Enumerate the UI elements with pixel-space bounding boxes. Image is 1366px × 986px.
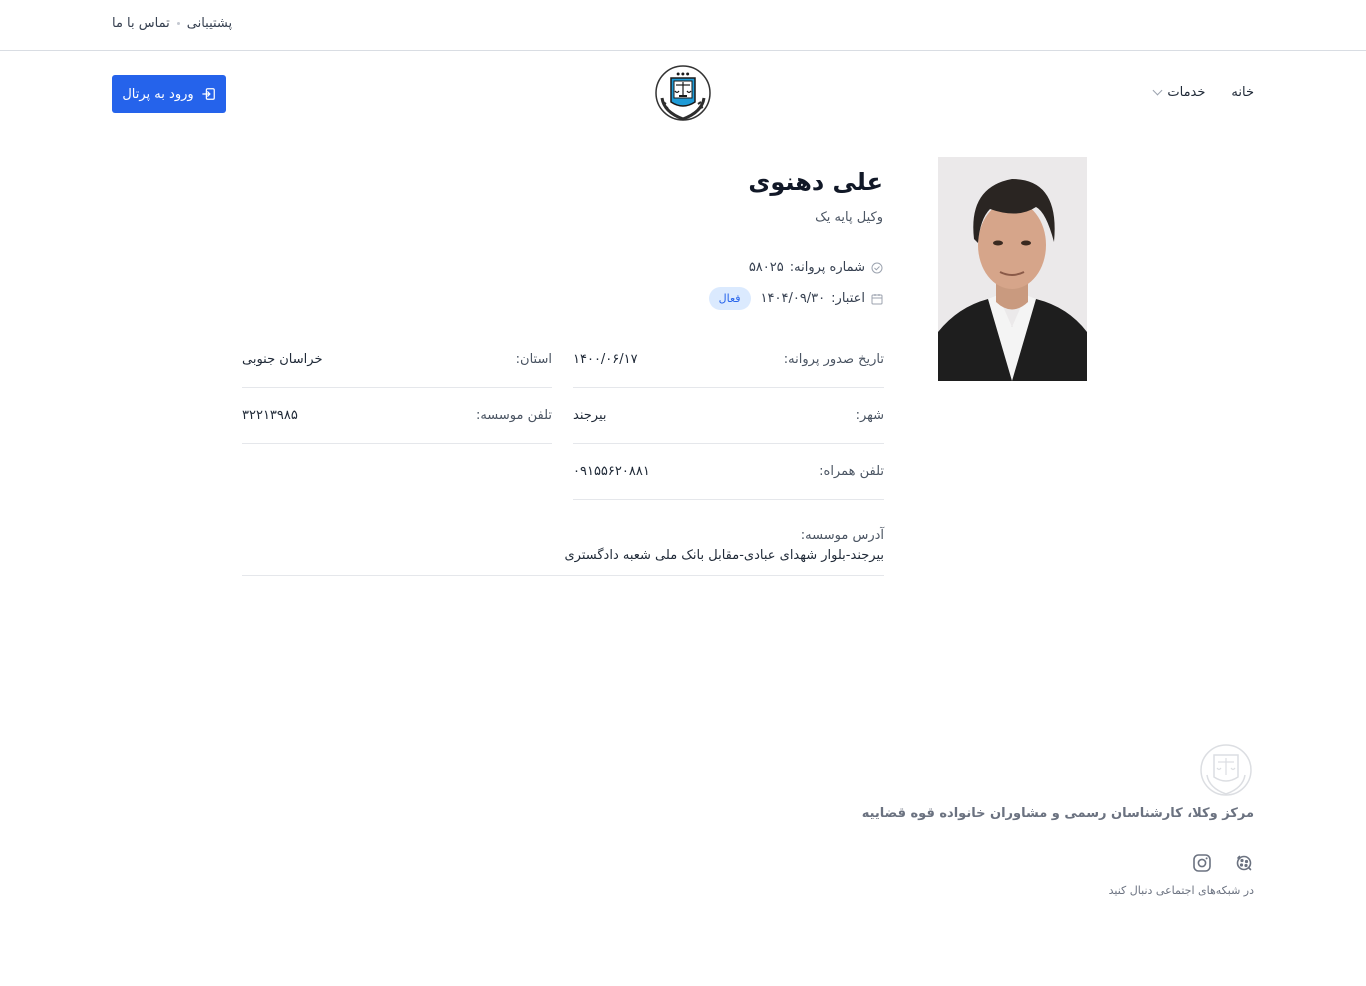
province-field — [242, 332, 552, 388]
status-badge: فعال — [709, 287, 751, 310]
issue-date-value: ۱۴۰۰/۰۶/۱۷ — [573, 352, 638, 367]
lawyer-name: علی دهنوی — [748, 168, 883, 196]
top-bar — [0, 0, 1366, 51]
portal-button-label: ورود به پرتال — [122, 86, 194, 102]
city-value: بیرجند — [573, 408, 607, 423]
footer-org-name: مرکز وکلا، کارشناسان رسمی و مشاوران خانواده قوه قضاییه — [861, 806, 1254, 821]
office-phone-field — [242, 388, 552, 444]
office-phone-value: ۳۲۲۱۳۹۸۵ — [242, 408, 298, 423]
issue-date-field — [573, 332, 884, 388]
contact-link[interactable]: تماس با ما — [112, 16, 170, 31]
province-value: خراسان جنوبی — [242, 352, 323, 367]
address-label: آدرس موسسه: — [800, 528, 884, 543]
validity-value: ۱۴۰۴/۰۹/۳۰ — [760, 291, 826, 306]
address-field — [242, 520, 884, 576]
mobile-value: ۰۹۱۵۵۶۲۰۸۸۱ — [573, 464, 650, 479]
footer-social-text: در شبکه‌های اجتماعی دنبال کنید — [1108, 884, 1254, 897]
city-field — [573, 388, 884, 444]
social-links — [1192, 853, 1254, 873]
nav-services-label: خدمات — [1167, 85, 1206, 100]
nav-home-label: خانه — [1231, 85, 1254, 100]
instagram-icon[interactable] — [1192, 853, 1212, 873]
main-header — [0, 52, 1366, 136]
support-link[interactable]: پشتیبانی — [186, 16, 233, 31]
validity-row — [709, 287, 883, 310]
main-nav — [1154, 85, 1254, 100]
mobile-label: تلفن همراه: — [819, 464, 884, 479]
top-links — [112, 16, 232, 31]
license-value: ۵۸۰۲۵ — [748, 260, 784, 275]
aparat-icon[interactable] — [1234, 853, 1254, 873]
office-phone-label: تلفن موسسه: — [475, 408, 552, 423]
license-label: شماره پروانه: — [789, 260, 865, 275]
city-label: شهر: — [855, 408, 884, 423]
address-value: بیرجند-بلوار شهدای عبادی-مقابل بانک ملی شعبه دادگستری — [564, 548, 884, 563]
license-row — [749, 260, 883, 275]
nav-item-services[interactable] — [1154, 85, 1205, 100]
profile-photo — [938, 157, 1087, 381]
check-circle-icon — [871, 262, 883, 274]
validity-label: اعتبار: — [831, 291, 865, 306]
portal-login-button[interactable] — [112, 75, 226, 113]
nav-item-home[interactable] — [1231, 85, 1254, 100]
calendar-icon — [871, 293, 883, 305]
judiciary-logo — [654, 64, 712, 122]
province-label: استان: — [515, 352, 552, 367]
login-icon — [202, 87, 216, 101]
lawyer-title: وکیل پایه یک — [815, 210, 883, 225]
mobile-field — [573, 444, 884, 500]
chevron-down-icon — [1153, 86, 1163, 96]
footer-logo — [1199, 743, 1253, 797]
svg-text:● ● ●: ● ● ● — [676, 71, 690, 76]
issue-date-label: تاریخ صدور پروانه: — [783, 352, 884, 367]
separator-dot — [177, 22, 180, 25]
